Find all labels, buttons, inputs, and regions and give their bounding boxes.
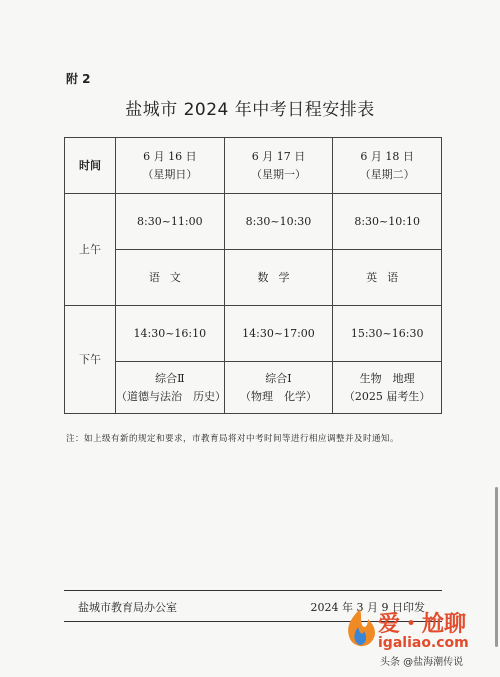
afternoon-subject-1-line1: 综合Ⅱ xyxy=(155,372,185,386)
footer-top-rule xyxy=(64,590,442,591)
watermark-headline: 头条 @盐海潮传说 xyxy=(380,657,464,668)
afternoon-subject-1 xyxy=(116,362,225,414)
day-2-weekday: （星期一） xyxy=(250,167,306,181)
header-day-1 xyxy=(116,138,225,194)
day-1-date: 6 月 16 日 xyxy=(143,150,197,164)
morning-label: 上午 xyxy=(65,194,116,306)
afternoon-time-row xyxy=(65,306,442,362)
footnote: 注：如上级有新的规定和要求，市教育局将对中考时间等进行相应调整并及时通知。 xyxy=(66,434,400,444)
morning-time-2: 8:30~10:30 xyxy=(224,194,333,250)
afternoon-subject-3-line2: （2025 届考生） xyxy=(343,389,431,403)
watermark-brand: 爱・尬聊 xyxy=(378,612,467,637)
afternoon-subject-row xyxy=(65,362,442,414)
morning-time-row xyxy=(65,194,442,250)
morning-subject-row xyxy=(65,250,442,306)
scrollbar[interactable] xyxy=(495,487,498,647)
watermark-site: igaliao.com xyxy=(378,635,469,651)
page-title: 盐城市 2024 年中考日程安排表 xyxy=(125,100,375,120)
morning-time-1: 8:30~11:00 xyxy=(116,194,225,250)
watermark-logo xyxy=(340,605,495,670)
flame-icon xyxy=(340,607,380,651)
morning-subject-3: 英语 xyxy=(333,250,442,306)
afternoon-subject-2-line1: 综合Ⅰ xyxy=(265,372,292,386)
issuing-office: 盐城市教育局办公室 xyxy=(78,601,177,614)
afternoon-time-1: 14:30~16:10 xyxy=(116,306,225,362)
afternoon-subject-2-line2: （物理 化学） xyxy=(239,389,317,403)
afternoon-subject-2 xyxy=(224,362,333,414)
afternoon-label: 下午 xyxy=(65,306,116,414)
header-time: 时间 xyxy=(65,138,116,194)
day-1-weekday: （星期日） xyxy=(142,167,198,181)
afternoon-subject-1-line2: （道德与法治 历史） xyxy=(116,389,226,403)
day-3-date: 6 月 18 日 xyxy=(360,150,414,164)
day-2-date: 6 月 17 日 xyxy=(251,150,306,164)
attachment-label: 附 2 xyxy=(66,72,91,86)
afternoon-time-2: 14:30~17:00 xyxy=(224,306,333,362)
afternoon-subject-3 xyxy=(333,362,442,414)
day-3-weekday: （星期二） xyxy=(359,167,415,181)
header-day-2 xyxy=(224,138,333,194)
table-header-row xyxy=(65,138,442,194)
morning-subject-2: 数学 xyxy=(224,250,333,306)
afternoon-subject-3-line1: 生物 地理 xyxy=(359,372,415,386)
afternoon-time-3: 15:30~16:30 xyxy=(333,306,442,362)
issue-date: 2024 年 3 月 9 日印发 xyxy=(310,601,425,614)
schedule-table xyxy=(64,137,442,414)
header-day-3 xyxy=(333,138,442,194)
morning-subject-1: 语文 xyxy=(116,250,225,306)
morning-time-3: 8:30~10:10 xyxy=(333,194,442,250)
